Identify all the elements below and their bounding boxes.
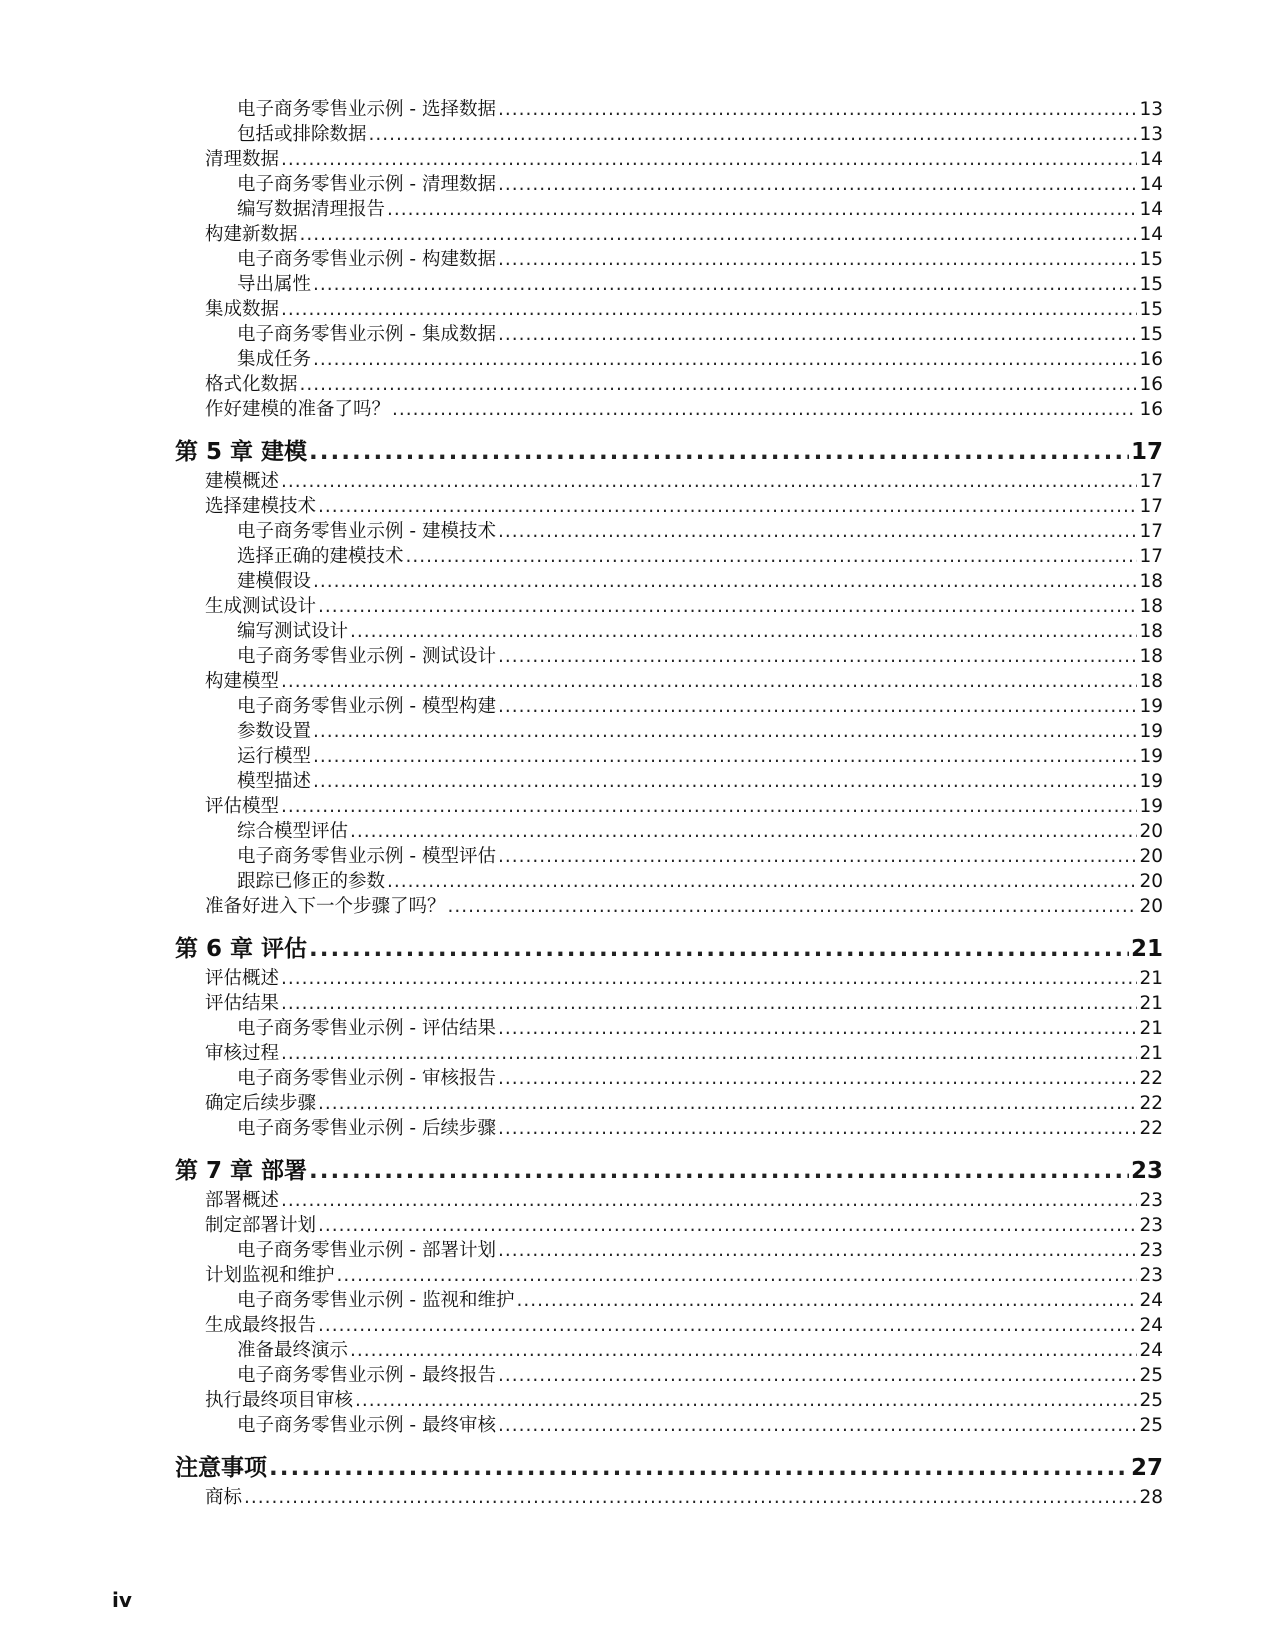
toc-entry-page: 18 [1139,646,1163,667]
toc-entry-title: 第 6 章 评估 [175,936,308,962]
dot-leader [406,544,1138,569]
toc-entry[interactable] [175,1288,1163,1313]
toc-entry[interactable] [175,322,1163,347]
dot-leader [281,669,1137,694]
dot-leader [498,322,1138,347]
dot-leader [392,397,1137,422]
toc-entry-title: 电子商务零售业示例 - 选择数据 [237,99,496,120]
dot-leader [337,1263,1138,1288]
toc-entry-page: 21 [1139,968,1163,989]
toc-entry-page: 25 [1139,1390,1163,1411]
dot-leader [313,719,1137,744]
toc-entry-page: 14 [1139,149,1163,170]
toc-entry[interactable] [175,619,1163,644]
toc-entry-page: 15 [1139,249,1163,270]
toc-entry-title: 选择建模技术 [205,496,317,517]
toc-entry-title: 电子商务零售业示例 - 模型构建 [237,696,496,717]
toc-entry-title: 计划监视和维护 [205,1265,335,1286]
dot-leader [318,494,1137,519]
toc-entry-title: 电子商务零售业示例 - 审核报告 [237,1068,496,1089]
toc-chapter-entry[interactable] [175,1154,1163,1188]
dot-leader [281,966,1137,991]
toc-entry[interactable] [175,644,1163,669]
toc-entry-page: 19 [1139,746,1163,767]
toc-entry-page: 23 [1130,1158,1163,1184]
toc-entry-title: 构建模型 [205,671,280,692]
toc-entry[interactable] [175,222,1163,247]
toc-entry-page: 15 [1139,299,1163,320]
toc-entry-page: 16 [1139,374,1163,395]
toc-chapter-entry[interactable] [175,932,1163,966]
toc-entry-page: 14 [1139,174,1163,195]
toc-entry-page: 13 [1139,124,1163,145]
toc-entry-title: 评估模型 [205,796,280,817]
toc-chapter-entry[interactable] [175,1451,1163,1485]
toc-entry[interactable] [175,1263,1163,1288]
toc-entry-title: 第 5 章 建模 [175,439,308,465]
toc-entry-title: 清理数据 [205,149,280,170]
toc-entry-page: 17 [1130,439,1163,465]
dot-leader [387,197,1137,222]
toc-entry-title: 电子商务零售业示例 - 评估结果 [237,1018,496,1039]
toc-entry-page: 15 [1139,274,1163,295]
dot-leader [350,619,1137,644]
toc-entry-page: 14 [1139,199,1163,220]
toc-entry-page: 17 [1139,471,1163,492]
toc-entry-title: 参数设置 [237,721,312,742]
toc-entry[interactable] [175,894,1163,919]
dot-leader [498,1016,1138,1041]
dot-leader [498,644,1138,669]
toc-entry-page: 22 [1139,1118,1163,1139]
toc-entry-title: 集成任务 [237,349,312,370]
toc-entry-page: 20 [1139,896,1163,917]
dot-leader [281,147,1137,172]
toc-entry-title: 电子商务零售业示例 - 清理数据 [237,174,496,195]
toc-entry-page: 19 [1139,771,1163,792]
dot-leader [309,1154,1129,1188]
toc-entry-page: 22 [1139,1093,1163,1114]
toc-entry[interactable] [175,1116,1163,1141]
toc-entry-page: 27 [1130,1455,1163,1481]
dot-leader [498,97,1138,122]
toc-entry-title: 电子商务零售业示例 - 部署计划 [237,1240,496,1261]
toc-entry-title: 评估结果 [205,993,280,1014]
toc-entry[interactable] [175,494,1163,519]
toc-entry-title: 执行最终项目审核 [205,1390,354,1411]
toc-entry[interactable] [175,844,1163,869]
toc-entry[interactable] [175,794,1163,819]
toc-entry[interactable] [175,1313,1163,1338]
toc-entry-page: 14 [1139,224,1163,245]
toc-entry-page: 19 [1139,721,1163,742]
toc-entry[interactable] [175,147,1163,172]
toc-entry-page: 16 [1139,399,1163,420]
toc-entry-title: 格式化数据 [205,374,298,395]
dot-leader [281,1188,1137,1213]
toc-entry-page: 22 [1139,1068,1163,1089]
dot-leader [309,435,1129,469]
dot-leader [269,1451,1129,1485]
toc-entry-title: 电子商务零售业示例 - 建模技术 [237,521,496,542]
dot-leader [498,1116,1138,1141]
dot-leader [313,569,1137,594]
dot-leader [355,1388,1137,1413]
toc-entry-title: 准备最终演示 [237,1340,349,1361]
toc-entry-title: 包括或排除数据 [237,124,367,145]
toc-entry[interactable] [175,819,1163,844]
toc-entry-page: 18 [1139,596,1163,617]
toc-entry-page: 18 [1139,671,1163,692]
toc-entry-title: 电子商务零售业示例 - 最终审核 [237,1415,496,1436]
toc-entry-page: 17 [1139,521,1163,542]
dot-leader [244,1485,1137,1510]
toc-entry[interactable] [175,372,1163,397]
dot-leader [448,894,1138,919]
toc-entry-title: 导出属性 [237,274,312,295]
toc-entry-title: 运行模型 [237,746,312,767]
toc-entry[interactable] [175,397,1163,422]
toc-entry-title: 选择正确的建模技术 [237,546,404,567]
toc-entry[interactable] [175,1213,1163,1238]
dot-leader [498,1238,1138,1263]
toc-entry-page: 28 [1139,1487,1163,1508]
dot-leader [498,1363,1138,1388]
toc-entry-page: 21 [1130,936,1163,962]
toc-entry[interactable] [175,744,1163,769]
dot-leader [281,1041,1137,1066]
toc-entry-page: 19 [1139,696,1163,717]
toc-entry-page: 24 [1139,1340,1163,1361]
toc-entry[interactable] [175,594,1163,619]
dot-leader [313,347,1137,372]
toc-entry-title: 集成数据 [205,299,280,320]
toc-entry-title: 电子商务零售业示例 - 构建数据 [237,249,496,270]
dot-leader [350,1338,1137,1363]
toc-entry-title: 模型描述 [237,771,312,792]
toc-entry[interactable] [175,991,1163,1016]
dot-leader [281,991,1137,1016]
dot-leader [313,744,1137,769]
toc-entry[interactable] [175,469,1163,494]
toc-entry-title: 第 7 章 部署 [175,1158,308,1184]
toc-entry-page: 23 [1139,1240,1163,1261]
dot-leader [498,844,1138,869]
toc-entry-page: 24 [1139,1290,1163,1311]
toc-entry-title: 部署概述 [205,1190,280,1211]
toc-entry[interactable] [175,544,1163,569]
dot-leader [318,1213,1137,1238]
toc-entry-page: 25 [1139,1365,1163,1386]
toc-entry-title: 跟踪已修正的参数 [237,871,386,892]
toc-entry[interactable] [175,1188,1163,1213]
toc-entry-page: 23 [1139,1265,1163,1286]
toc-entry[interactable] [175,719,1163,744]
toc-entry[interactable] [175,122,1163,147]
toc-entry-title: 构建新数据 [205,224,298,245]
toc-entry[interactable] [175,1363,1163,1388]
toc-entry-page: 17 [1139,546,1163,567]
toc-entry-page: 21 [1139,993,1163,1014]
dot-leader [318,1313,1137,1338]
page-number: iv [112,1588,132,1612]
toc-entry-page: 21 [1139,1018,1163,1039]
dot-leader [350,819,1137,844]
toc-entry-page: 17 [1139,496,1163,517]
dot-leader [498,172,1138,197]
toc-entry-page: 13 [1139,99,1163,120]
toc-entry-title: 审核过程 [205,1043,280,1064]
dot-leader [498,694,1138,719]
toc-entry[interactable] [175,1338,1163,1363]
toc-entry[interactable] [175,1091,1163,1116]
toc-entry-title: 编写数据清理报告 [237,199,386,220]
toc-entry-title: 生成最终报告 [205,1315,317,1336]
toc-entry[interactable] [175,869,1163,894]
dot-leader [309,932,1129,966]
toc-entry-page: 19 [1139,796,1163,817]
toc-entry-page: 18 [1139,571,1163,592]
dot-leader [516,1288,1137,1313]
toc-entry[interactable] [175,1485,1163,1510]
toc-entry-page: 18 [1139,621,1163,642]
toc-entry[interactable] [175,347,1163,372]
toc-entry[interactable] [175,1041,1163,1066]
toc-entry-title: 确定后续步骤 [205,1093,317,1114]
dot-leader [498,519,1138,544]
toc-entry[interactable] [175,694,1163,719]
dot-leader [318,594,1137,619]
dot-leader [369,122,1138,147]
dot-leader [318,1091,1137,1116]
toc-entry[interactable] [175,172,1163,197]
toc-entry-title: 作好建模的准备了吗？ [205,399,391,420]
toc-entry[interactable] [175,769,1163,794]
toc-entry[interactable] [175,1066,1163,1091]
toc-entry[interactable] [175,197,1163,222]
toc-entry[interactable] [175,1016,1163,1041]
dot-leader [300,372,1138,397]
toc-entry-page: 16 [1139,349,1163,370]
toc-entry[interactable] [175,1413,1163,1438]
toc-entry-page: 21 [1139,1043,1163,1064]
toc-entry[interactable] [175,1238,1163,1263]
table-of-contents [175,97,1163,1510]
toc-entry-page: 20 [1139,871,1163,892]
toc-entry-title: 电子商务零售业示例 - 模型评估 [237,846,496,867]
dot-leader [498,1066,1138,1091]
toc-entry-title: 建模假设 [237,571,312,592]
toc-entry-title: 电子商务零售业示例 - 后续步骤 [237,1118,496,1139]
toc-entry-title: 评估概述 [205,968,280,989]
dot-leader [281,794,1137,819]
toc-entry[interactable] [175,297,1163,322]
toc-entry-title: 制定部署计划 [205,1215,317,1236]
toc-entry-title: 综合模型评估 [237,821,349,842]
toc-entry-page: 23 [1139,1215,1163,1236]
dot-leader [300,222,1138,247]
dot-leader [313,769,1137,794]
dot-leader [313,272,1137,297]
toc-entry-title: 电子商务零售业示例 - 最终报告 [237,1365,496,1386]
toc-entry-title: 注意事项 [175,1455,267,1481]
dot-leader [498,1413,1138,1438]
toc-entry[interactable] [175,519,1163,544]
toc-chapter-entry[interactable] [175,435,1163,469]
toc-entry[interactable] [175,669,1163,694]
toc-entry-title: 建模概述 [205,471,280,492]
toc-entry-page: 23 [1139,1190,1163,1211]
toc-entry-page: 24 [1139,1315,1163,1336]
dot-leader [281,297,1137,322]
toc-entry-page: 20 [1139,846,1163,867]
dot-leader [498,247,1138,272]
dot-leader [387,869,1137,894]
toc-entry-title: 编写测试设计 [237,621,349,642]
toc-entry-title: 电子商务零售业示例 - 集成数据 [237,324,496,345]
toc-entry[interactable] [175,1388,1163,1413]
toc-entry[interactable] [175,97,1163,122]
toc-entry-title: 准备好进入下一个步骤了吗？ [205,896,446,917]
toc-entry-page: 20 [1139,821,1163,842]
dot-leader [281,469,1137,494]
toc-entry-title: 电子商务零售业示例 - 测试设计 [237,646,496,667]
toc-entry[interactable] [175,966,1163,991]
toc-entry-page: 25 [1139,1415,1163,1436]
toc-entry[interactable] [175,272,1163,297]
toc-entry-title: 商标 [205,1487,243,1508]
toc-entry[interactable] [175,247,1163,272]
toc-entry[interactable] [175,569,1163,594]
toc-entry-title: 生成测试设计 [205,596,317,617]
toc-entry-page: 15 [1139,324,1163,345]
toc-entry-title: 电子商务零售业示例 - 监视和维护 [237,1290,515,1311]
